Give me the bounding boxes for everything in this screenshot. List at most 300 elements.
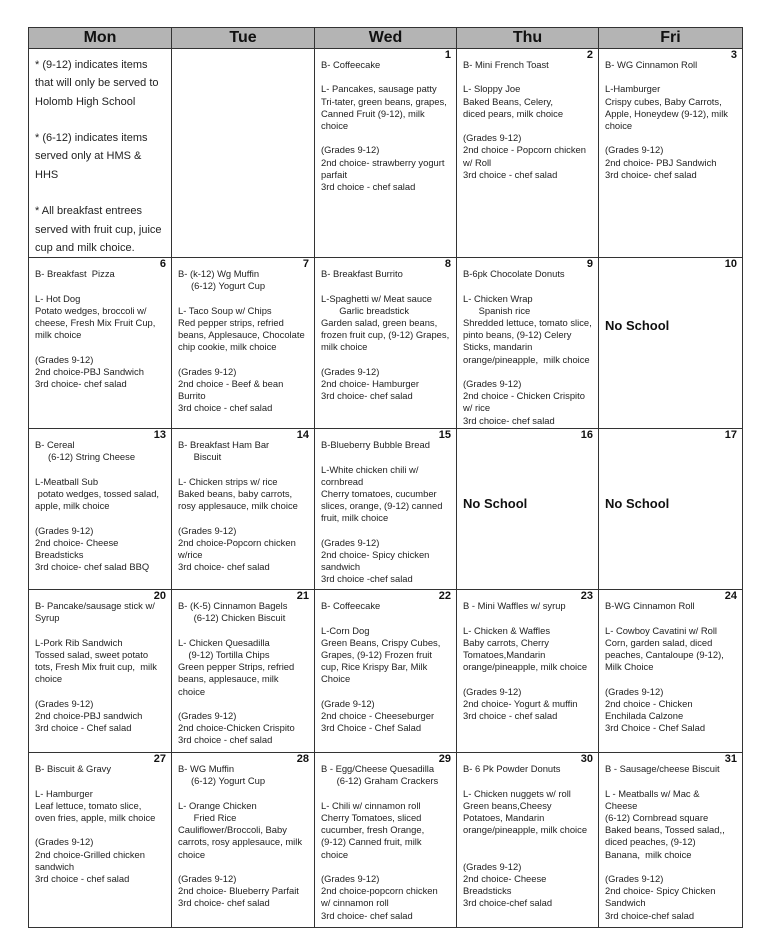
menu-line: B- (k-12) Wg Muffin — [178, 268, 260, 280]
weekday-header-row — [29, 28, 743, 49]
menu-line: B-WG Cinnamon Roll — [605, 600, 695, 612]
menu-line: L-Pork Rib Sandwich — [35, 636, 123, 648]
menu-line: cheese, Fresh Mix Fruit Cup, — [35, 317, 156, 329]
day-number: 8 — [444, 258, 451, 271]
day-cell — [172, 258, 315, 429]
menu-line: (9-12) Tortilla Chips — [178, 649, 270, 661]
menu-line: Burrito — [178, 390, 206, 402]
menu-line: 3rd choice - chef salad — [35, 873, 130, 885]
menu-line: 3rd choice- chef salad — [321, 390, 413, 402]
menu-line: beans, Applesauce, Chocolate — [178, 329, 305, 341]
menu-line: diced peaches, (9-12) — [605, 836, 696, 848]
menu-line: slices, orange, (9-12) canned — [321, 500, 443, 512]
menu-line — [35, 341, 166, 353]
menu-line: 2nd choice- Cheese — [463, 873, 547, 885]
menu-line — [35, 824, 166, 836]
menu-line — [463, 775, 593, 787]
menu-line: (Grades 9-12) — [35, 836, 94, 848]
menu-line: L- Chicken Quesadilla — [178, 636, 270, 648]
day-cell — [172, 429, 315, 590]
menu-line: Sticks, mandarin — [463, 341, 533, 353]
menu-line: Cauliflower/Broccoli, Baby — [178, 824, 287, 836]
day-number: 10 — [724, 258, 737, 271]
menu-line — [321, 525, 451, 537]
menu-line: 2nd choice- strawberry yogurt — [321, 156, 445, 168]
menu-line: Red pepper strips, refried — [178, 317, 284, 329]
day-number: 15 — [438, 429, 451, 442]
menu-line: L- Chili w/ cinnamon roll — [321, 799, 421, 811]
menu-line: 2nd choice-Chicken Crispito — [178, 722, 295, 734]
menu-line: 3rd choice - chef salad — [178, 402, 273, 414]
menu-line: carrots, rosy applesauce, milk — [178, 836, 303, 848]
menu-line: (Grades 9-12) — [463, 378, 522, 390]
menu-line: fruit, milk choice — [321, 512, 389, 524]
menu-line: choice — [35, 673, 63, 685]
menu-line — [605, 861, 737, 873]
menu-line — [178, 464, 309, 476]
menu-line: 2nd choice-Grilled chicken — [35, 848, 145, 860]
menu-line: B- Coffeecake — [321, 600, 381, 612]
menu-line: Green beans,Cheesy — [463, 799, 552, 811]
menu-line: (Grades 9-12) — [178, 365, 237, 377]
week-row — [29, 590, 743, 753]
menu-line: B- 6 Pk Powder Donuts — [463, 763, 561, 775]
menu-line: (Grades 9-12) — [321, 873, 380, 885]
menu-line: (6-12) Cornbread square — [605, 812, 709, 824]
menu-line: L- Chicken strips w/ rice — [178, 475, 278, 487]
menu-line: (6-12) Graham Crackers — [321, 775, 439, 787]
menu-line: Garden salad, green beans, — [321, 317, 438, 329]
menu-line: tots, Fresh Mix fruit cup, milk — [35, 661, 157, 673]
day-cell — [29, 258, 172, 429]
menu-line: Potatoes, Mandarin — [463, 812, 545, 824]
menu-line: B- Biscuit & Gravy — [35, 763, 112, 775]
day-number: 7 — [302, 258, 309, 271]
day-number: 30 — [580, 753, 593, 766]
menu-line — [605, 132, 737, 144]
menu-line: B- Breakfast Pizza — [35, 268, 115, 280]
menu-line — [178, 625, 309, 637]
menu-line: L-Spaghetti w/ Meat sauce — [321, 292, 432, 304]
menu-line — [178, 788, 309, 800]
day-number: 14 — [296, 429, 309, 442]
week-row — [29, 429, 743, 590]
header-tue: Tue — [172, 28, 315, 49]
menu-line: (6-12) Yogurt Cup — [178, 775, 266, 787]
menu-line: 2nd choice-PBJ Sandwich — [35, 365, 144, 377]
menu-line: w/rice — [178, 549, 203, 561]
menu-line: Corn, garden salad, diced — [605, 636, 713, 648]
day-cell — [172, 753, 315, 928]
legend-line: HHS — [35, 168, 59, 181]
menu-line: Cheese — [605, 799, 638, 811]
legend-line: that will only be served to — [35, 77, 159, 90]
menu-line: (Grades 9-12) — [178, 710, 237, 722]
legend-line: cup and milk choice. — [35, 241, 135, 254]
menu-line: choice — [178, 848, 206, 860]
menu-line — [463, 849, 593, 861]
menu-line — [178, 861, 309, 873]
menu-line: (Grades 9-12) — [605, 873, 664, 885]
menu-line: cornbread — [321, 475, 364, 487]
menu-line — [321, 132, 451, 144]
menu-line: Tossed salad, sweet potato — [35, 649, 149, 661]
menu-line — [463, 836, 593, 848]
menu-line: 2nd choice- Spicy chicken — [321, 549, 430, 561]
menu-line: beans, applesauce, milk — [178, 673, 279, 685]
menu-line: cup, Rice Krispy Bar, Milk — [321, 661, 428, 673]
day-number: 16 — [580, 429, 593, 442]
menu-line: B- Breakfast Burrito — [321, 268, 403, 280]
menu-line — [35, 775, 166, 787]
menu-line: Tomatoes,Mandarin — [463, 649, 546, 661]
day-number: 29 — [438, 753, 451, 766]
menu-line: w/ cinnamon roll — [321, 897, 389, 909]
day-number: 21 — [296, 590, 309, 603]
menu-line: 2nd choice- Blueberry Parfait — [178, 885, 299, 897]
day-cell — [599, 753, 743, 928]
lunch-menu-calendar — [28, 27, 743, 928]
menu-line — [321, 451, 451, 463]
day-number: 28 — [296, 753, 309, 766]
menu-line: (Grades 9-12) — [463, 860, 522, 872]
day-number: 24 — [724, 590, 737, 603]
menu-line — [321, 612, 451, 624]
menu-line — [463, 71, 593, 83]
menu-line: cucumber, fresh Orange, — [321, 824, 425, 836]
day-cell — [315, 753, 457, 928]
menu-line: 2nd choice-Popcorn chicken — [178, 536, 296, 548]
menu-line: (6-12) String Cheese — [35, 451, 136, 463]
day-cell — [457, 258, 599, 429]
day-number: 9 — [586, 258, 593, 271]
menu-line: Banana, milk choice — [605, 848, 692, 860]
header-wed: Wed — [315, 28, 457, 49]
menu-line: (Grades 9-12) — [605, 685, 664, 697]
menu-line — [321, 686, 451, 698]
day-cell — [457, 753, 599, 928]
menu-line: 3rd choice - Chef salad — [35, 722, 132, 734]
day-cell — [315, 590, 457, 753]
day-cell — [29, 590, 172, 753]
menu-line: L- Chicken nuggets w/ roll — [463, 787, 571, 799]
menu-line: apple, milk choice — [35, 500, 110, 512]
menu-line: 2nd choice - Popcorn chicken — [463, 144, 586, 156]
menu-line: Leaf lettuce, tomato slice, — [35, 799, 142, 811]
menu-line: 2nd choice - Beef & bean — [178, 378, 284, 390]
menu-line: choice — [605, 120, 633, 131]
day-number: 1 — [444, 49, 451, 61]
menu-line: B-Blueberry Bubble Bread — [321, 439, 430, 451]
day-cell — [172, 49, 315, 258]
menu-line: B-6pk Chocolate Donuts — [463, 268, 565, 280]
day-number: 31 — [724, 753, 737, 766]
menu-line: orange/pineapple, milk choice — [463, 824, 588, 836]
menu-line: Grapes, (9-12) Frozen fruit — [321, 649, 432, 661]
menu-line — [35, 464, 166, 476]
legend-line: served with fruit cup, juice — [35, 223, 162, 236]
menu-line: Green Beans, Crispy Cubes, — [321, 636, 441, 648]
menu-line — [605, 71, 737, 83]
menu-line: 3rd Choice - Chef Salad — [321, 722, 422, 734]
menu-line: 2nd choice- Hamburger — [321, 378, 419, 390]
menu-line: L- Taco Soup w/ Chips — [178, 304, 272, 316]
menu-line: Baked Beans, Celery, — [463, 95, 553, 107]
menu-line: 3rd choice-chef salad — [605, 909, 695, 921]
menu-line: Cherry tomatoes, cucumber — [321, 488, 437, 500]
menu-line: B- WG Muffin — [178, 763, 235, 775]
menu-line: orange/pineapple, milk choice — [463, 661, 588, 673]
menu-line: L- Sloppy Joe — [463, 83, 521, 95]
menu-line: Biscuit — [178, 451, 222, 463]
day-cell — [457, 590, 599, 753]
day-cell — [599, 49, 743, 258]
menu-line: 3rd choice - chef salad — [321, 181, 416, 192]
menu-line: Apple, Honeydew (9-12), milk — [605, 107, 728, 119]
day-cell — [172, 590, 315, 753]
menu-line — [178, 293, 309, 305]
menu-line: Canned Fruit (9-12), milk — [321, 107, 425, 119]
menu-line: Crispy cubes, Baby Carrots, — [605, 95, 722, 107]
menu-line: 2nd choice- Yogurt & muffin — [463, 697, 578, 709]
menu-line: Choice — [321, 673, 351, 685]
day-number — [178, 50, 309, 59]
menu-line: Milk Choice — [605, 661, 654, 673]
no-school-label: No School — [605, 496, 670, 512]
menu-line: Potato wedges, broccoli w/ — [35, 304, 147, 316]
menu-line — [35, 512, 166, 524]
menu-line: w/ Roll — [463, 156, 492, 168]
day-number: 20 — [153, 590, 166, 603]
menu-line: milk choice — [35, 329, 82, 341]
menu-line: 2nd choice - Cheeseburger — [321, 710, 435, 722]
day-number: 17 — [724, 429, 737, 442]
menu-line: 3rd choice-chef salad — [463, 897, 553, 909]
menu-line: peaches, Cantaloupe (9-12), — [605, 649, 724, 661]
menu-line — [463, 612, 593, 624]
menu-line — [463, 366, 593, 378]
menu-line: L- Orange Chicken — [178, 799, 257, 811]
menu-line — [321, 788, 451, 800]
day-number: 23 — [580, 590, 593, 603]
day-cell — [457, 429, 599, 590]
header-mon: Mon — [29, 28, 172, 49]
menu-line: (6-12) Yogurt Cup — [178, 280, 266, 292]
menu-line: 2nd choice - Chicken Crispito — [463, 390, 585, 402]
header-fri: Fri — [599, 28, 743, 49]
menu-line: potato wedges, tossed salad, — [35, 488, 160, 500]
menu-line: B- Pancake/sausage stick w/ — [35, 600, 155, 612]
menu-line: (6-12) Chicken Biscuit — [178, 612, 286, 624]
menu-line: 2nd choice-popcorn chicken — [321, 885, 438, 897]
menu-line: Green pepper Strips, refried — [178, 661, 295, 673]
day-number: 3 — [730, 49, 737, 61]
menu-line: Baked beans, baby carrots, — [178, 488, 293, 500]
day-number: 13 — [153, 429, 166, 442]
menu-line: Breadsticks — [35, 549, 84, 561]
menu-line — [321, 354, 451, 366]
menu-line: (Grades 9-12) — [321, 365, 380, 377]
menu-line — [321, 280, 451, 292]
day-cell — [315, 429, 457, 590]
menu-line: orange/pineapple, milk choice — [463, 353, 590, 365]
menu-line: 3rd choice- chef salad — [35, 378, 127, 390]
menu-line: 3rd choice - chef salad — [178, 734, 273, 746]
menu-line: L- Pancakes, sausage patty — [321, 83, 437, 95]
menu-line: choice — [178, 685, 206, 697]
menu-line: rosy applesauce, milk choice — [178, 500, 298, 512]
menu-line: Tri-tater, green beans, grapes, — [321, 95, 447, 107]
menu-line: 3rd Choice - Chef Salad — [605, 722, 706, 734]
menu-line — [35, 686, 166, 698]
menu-line — [463, 280, 593, 292]
menu-line: (Grades 9-12) — [321, 144, 380, 156]
menu-line — [605, 775, 737, 787]
legend-notes-cell — [29, 49, 172, 258]
week-row — [29, 49, 743, 258]
menu-line: diced pears, milk choice — [463, 107, 564, 119]
menu-line: choice — [321, 120, 349, 131]
day-number: 27 — [153, 753, 166, 766]
legend-line: served only at HMS & — [35, 150, 142, 163]
legend-line: * (6-12) indicates items — [35, 132, 148, 145]
legend-line — [35, 184, 166, 202]
menu-line: 2nd choice- Spicy Chicken — [605, 885, 716, 897]
menu-line: L- Chicken & Waffles — [463, 624, 551, 636]
menu-line: 2nd choice-PBJ sandwich — [35, 710, 143, 722]
menu-line: (Grades 9-12) — [321, 536, 380, 548]
no-school-label: No School — [605, 318, 670, 334]
menu-line: (Grades 9-12) — [178, 873, 237, 885]
menu-line: 2nd choice- PBJ Sandwich — [605, 156, 717, 168]
menu-line: (Grades 9-12) — [178, 524, 237, 536]
menu-line: Sandwich — [605, 897, 646, 909]
menu-line: (9-12) Canned fruit, milk — [321, 836, 422, 848]
menu-line: L- Cowboy Cavatini w/ Roll — [605, 624, 718, 636]
day-cell — [599, 590, 743, 753]
menu-line: L - Meatballs w/ Mac & — [605, 787, 700, 799]
menu-line: (Grades 9-12) — [35, 524, 94, 536]
legend-line: Holomb High School — [35, 95, 136, 108]
menu-line: (Grades 9-12) — [463, 132, 522, 144]
menu-line: L-Hamburger — [605, 83, 661, 95]
menu-line: B - Mini Waffles w/ syrup — [463, 600, 566, 612]
menu-line — [463, 673, 593, 685]
day-cell — [599, 258, 743, 429]
menu-line — [605, 612, 737, 624]
menu-line: 3rd choice- chef salad — [178, 561, 270, 573]
menu-line: L-White chicken chili w/ — [321, 463, 419, 475]
menu-line: Baked beans, Tossed salad,, — [605, 824, 725, 836]
menu-line: oven fries, apple, milk choice — [35, 812, 156, 824]
menu-line — [178, 512, 309, 524]
day-cell — [315, 49, 457, 258]
menu-line: Fried Rice — [178, 812, 237, 824]
day-cell — [599, 429, 743, 590]
menu-line: B- (K-5) Cinnamon Bagels — [178, 600, 288, 612]
menu-line: Enchilada Calzone — [605, 710, 684, 722]
menu-line: B- Cereal — [35, 439, 75, 451]
menu-line: 2nd choice- Cheese — [35, 536, 119, 548]
menu-line: B- Coffeecake — [321, 59, 381, 70]
menu-line: (Grades 9-12) — [605, 144, 664, 156]
day-cell — [315, 258, 457, 429]
menu-line: Breadsticks — [463, 885, 512, 897]
menu-line: Baby carrots, Cherry — [463, 636, 549, 648]
menu-line — [178, 354, 309, 366]
menu-line: (Grades 9-12) — [463, 685, 522, 697]
menu-line: Spanish rice — [463, 304, 531, 316]
menu-line — [321, 71, 451, 83]
menu-line: L- Chicken Wrap — [463, 292, 533, 304]
menu-line — [35, 280, 166, 292]
menu-line: 3rd choice - chef salad — [463, 168, 558, 180]
menu-line: frozen fruit cup, (9-12) Grapes, — [321, 329, 450, 341]
menu-line: chip cookie, milk choice — [178, 341, 277, 353]
menu-line: w/ rice — [463, 402, 491, 414]
menu-line: L- Hot Dog — [35, 292, 81, 304]
menu-line: parfait — [321, 168, 348, 180]
day-cell — [29, 753, 172, 928]
day-cell — [457, 49, 599, 258]
menu-line: Cherry Tomatoes, sliced — [321, 812, 422, 824]
menu-line: sandwich — [35, 860, 75, 872]
menu-line: 2nd choice - Chicken — [605, 697, 693, 709]
menu-line — [605, 673, 737, 685]
menu-line: 3rd choice- chef salad — [321, 909, 413, 921]
day-number: 2 — [586, 49, 593, 61]
menu-line: B - Egg/Cheese Quesadilla — [321, 763, 435, 775]
menu-line: choice — [321, 848, 349, 860]
menu-line: Shredded lettuce, tomato slice, — [463, 317, 592, 329]
day-number: 22 — [438, 590, 451, 603]
menu-line: 3rd choice- chef salad — [178, 897, 270, 909]
menu-line: B- Breakfast Ham Bar — [178, 439, 270, 451]
menu-line: milk choice — [321, 341, 368, 353]
day-number: 6 — [159, 258, 166, 271]
day-cell — [29, 429, 172, 590]
menu-line: 3rd choice- chef salad — [463, 414, 555, 426]
week-row — [29, 753, 743, 928]
legend-line: * All breakfast entrees — [35, 205, 143, 218]
menu-line — [35, 625, 166, 637]
menu-line — [463, 120, 593, 132]
menu-line — [178, 698, 309, 710]
menu-line: B - Sausage/cheese Biscuit — [605, 763, 720, 775]
week-row — [29, 258, 743, 429]
menu-line: (Grades 9-12) — [35, 697, 94, 709]
menu-line: 3rd choice - chef salad — [463, 710, 558, 722]
menu-line: Garlic breadstick — [321, 304, 410, 316]
no-school-label: No School — [463, 496, 528, 512]
menu-line — [321, 861, 451, 873]
menu-line: 3rd choice- chef salad BBQ — [35, 561, 150, 573]
menu-line: Syrup — [35, 612, 60, 624]
legend-line: * (9-12) indicates items — [35, 59, 148, 71]
menu-line: (Grade 9-12) — [321, 697, 375, 709]
menu-line: B- WG Cinnamon Roll — [605, 59, 698, 70]
menu-line: (Grades 9-12) — [35, 353, 94, 365]
legend-line — [35, 111, 166, 129]
menu-line: B- Mini French Toast — [463, 59, 549, 70]
menu-line: L-Corn Dog — [321, 624, 370, 636]
menu-line: L- Hamburger — [35, 787, 93, 799]
menu-line: pinto beans, (9-12) Celery — [463, 329, 572, 341]
menu-line: 3rd choice- chef salad — [605, 168, 697, 180]
header-thu: Thu — [457, 28, 599, 49]
menu-line: 3rd choice -chef salad — [321, 573, 413, 585]
menu-line: L-Meatball Sub — [35, 475, 99, 487]
